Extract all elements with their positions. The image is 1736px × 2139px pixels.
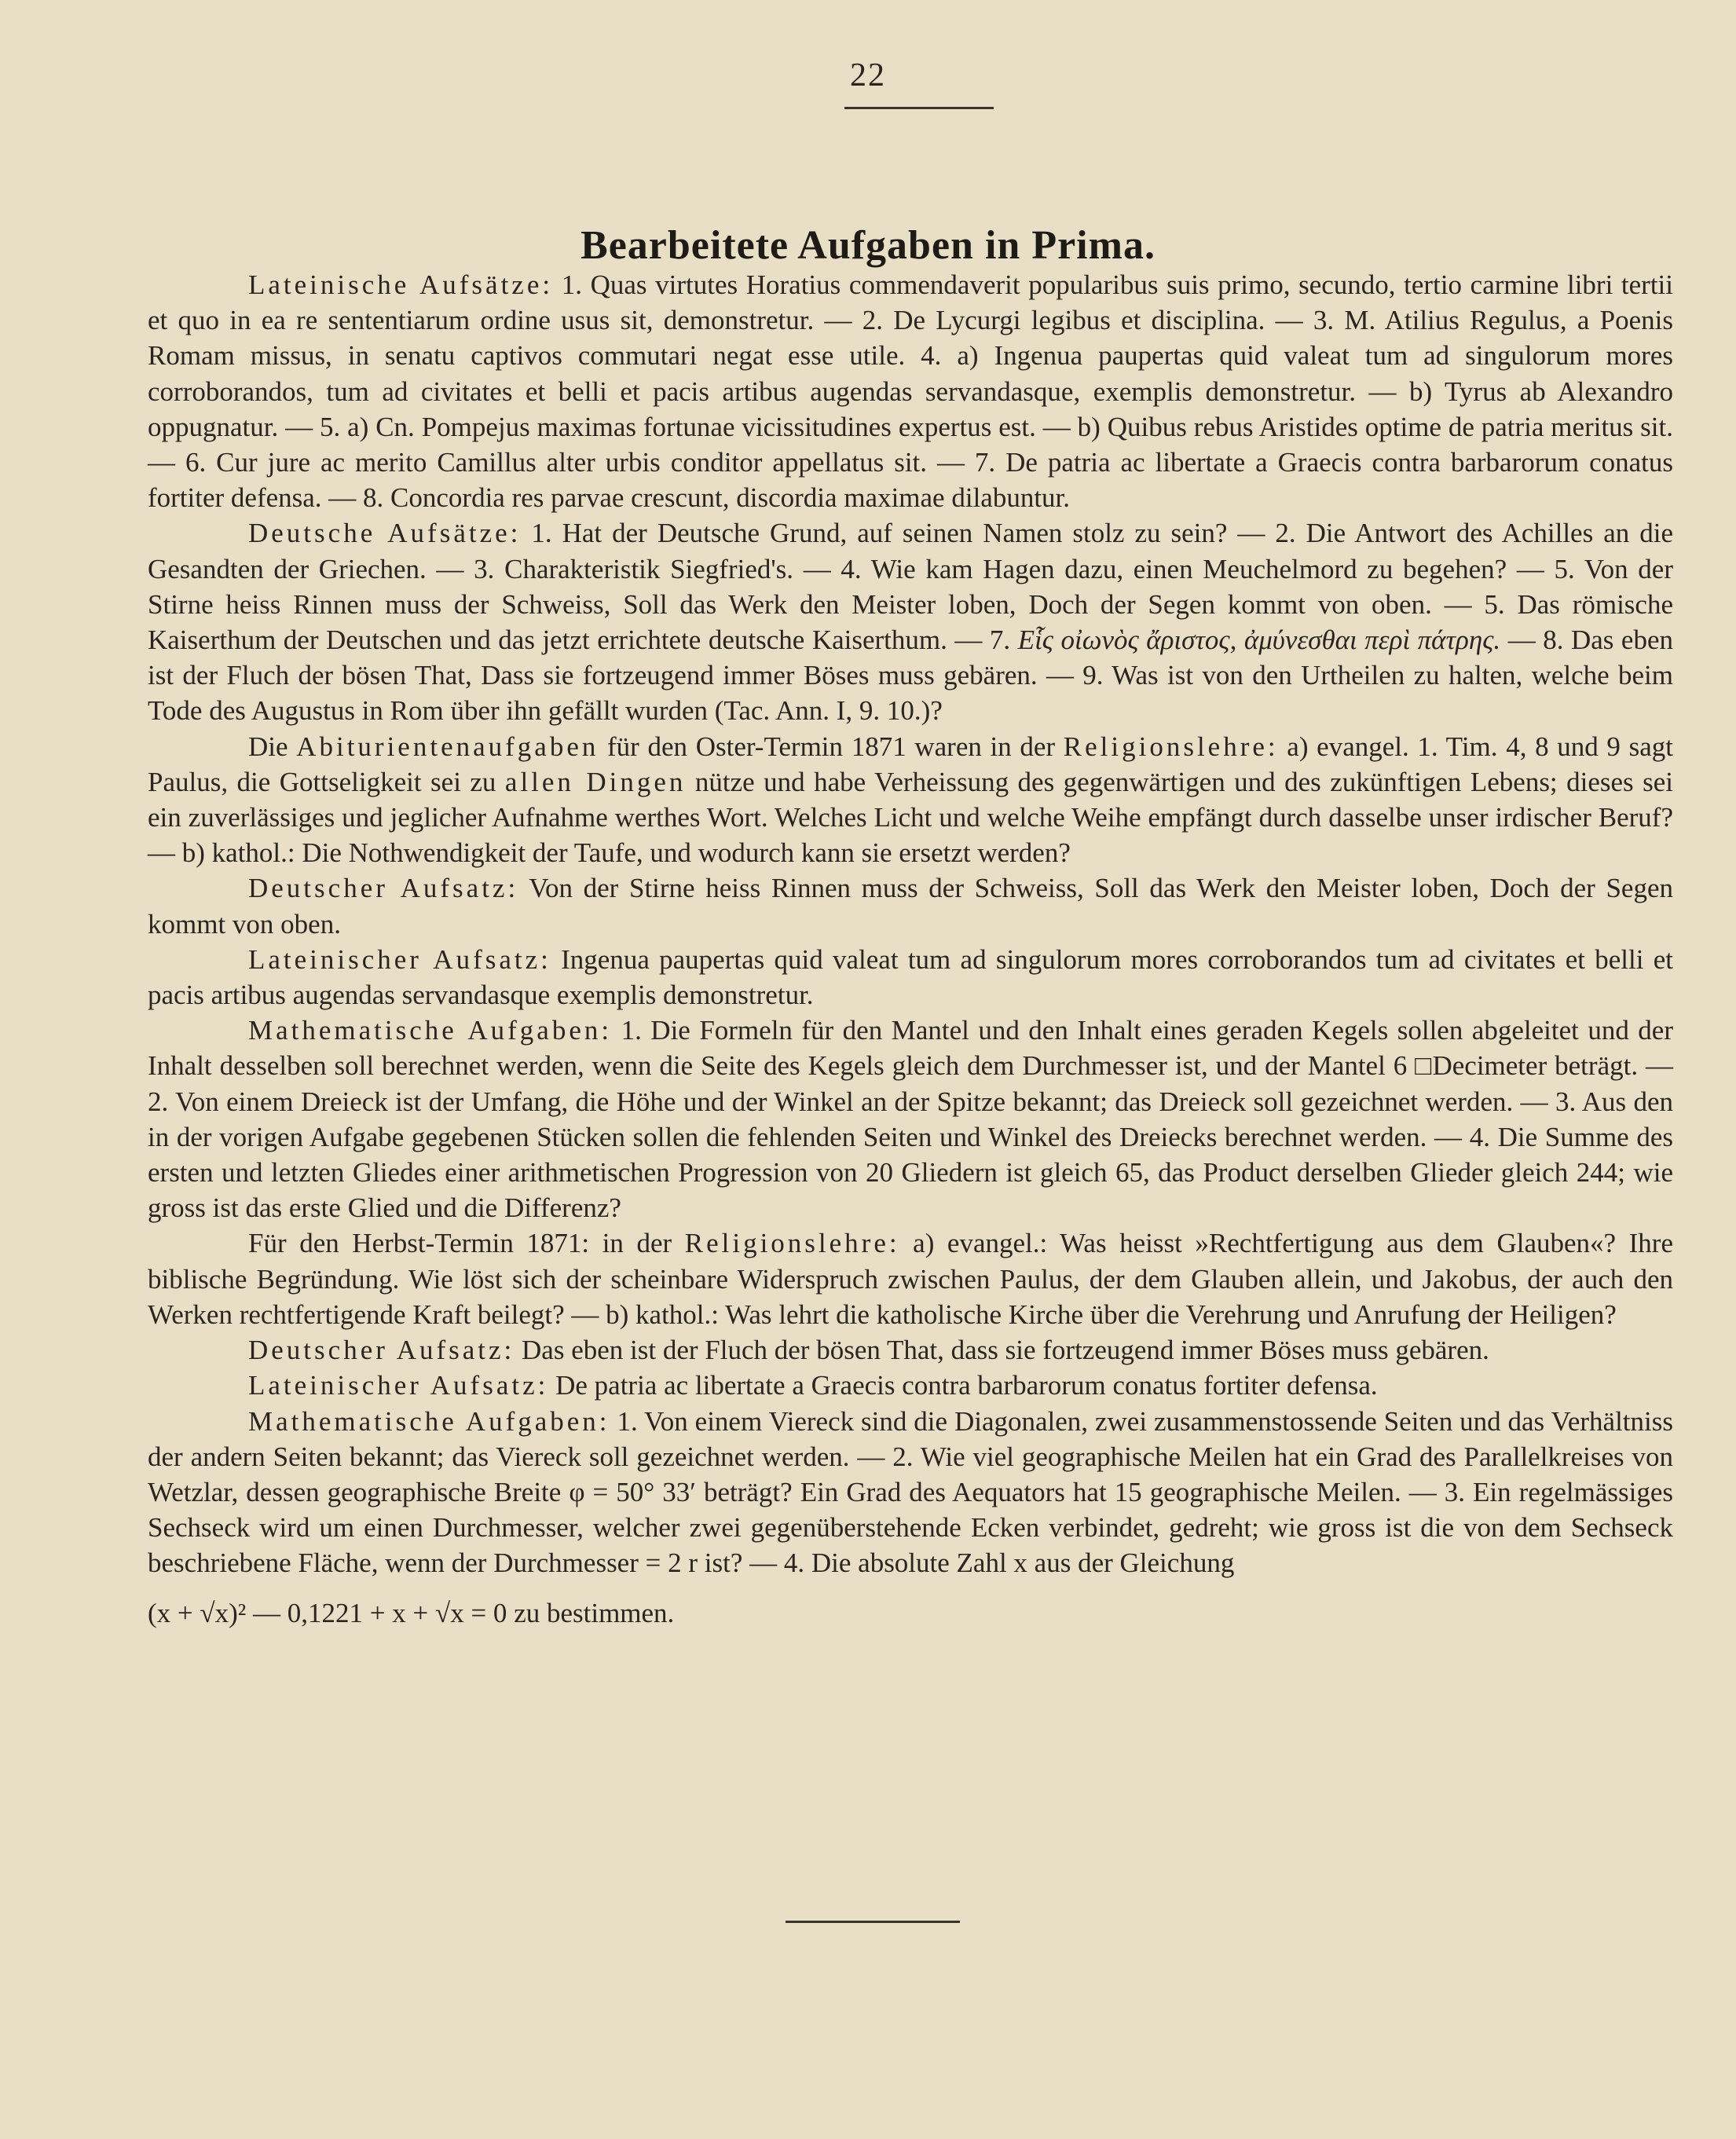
formula-line (148, 1595, 1673, 1631)
section-heading: Religionslehre: (684, 1228, 900, 1259)
section-heading: Abiturientenaufgaben (296, 731, 599, 762)
paragraph-math-autumn (148, 1404, 1673, 1581)
math-formula: (x + √x)² — 0,1221 + x + √x = 0 (148, 1597, 507, 1628)
section-heading: Lateinische Aufsätze: (248, 269, 554, 300)
section-heading: Deutscher Aufsatz: (248, 1335, 515, 1366)
paragraph-text: zu bestimmen. (507, 1597, 675, 1628)
section-heading: Mathematische Aufgaben: (248, 1015, 613, 1046)
paragraph-text: De patria ac libertate a Graecis contra barbarorum conatus fortiter defensa. (548, 1370, 1378, 1401)
paragraph-text: Für den Herbst-Termin 1871: in der (248, 1228, 685, 1259)
page-number: 22 (850, 57, 886, 93)
section-heading: Lateinischer Aufsatz: (248, 1370, 549, 1401)
paragraph-german-essays (148, 515, 1673, 728)
paragraph-text: Das eben ist der Fluch der bösen That, dass sie fortzeugend immer Böses muss gebären. (515, 1335, 1489, 1366)
paragraph-text: 1. Von einem Viereck sind die Diagonalen, zwei zusammenstossende Seiten und das Verhältniss der andern Seiten bekannt; das Viereck soll gezeichnet werden. — 2. Wie viel geographische Meilen hat ein Grad des Parallelkreises von Wetzlar, dessen geographische Breite φ = 50° 33′ beträgt? Ein Grad des Aequators hat 15 geographische Meilen. — 3. Ein regelmässiges Sechseck wird um einen Durchmesser, welcher zwei gegenüberstehende Ecken verbindet, gedreht; wie gross ist die von dem Sechseck beschriebene Fläche, wenn der Durchmesser = 2 r ist? — 4. Die absolute Zahl x aus der Gleichung (148, 1405, 1674, 1579)
end-rule (786, 1921, 960, 1923)
paragraph-latin-essay-easter (148, 942, 1673, 1013)
paragraph-text: Ingenua paupertas quid valeat tum ad singulorum mores corroborandos tum ad civitates et belli et pacis artibus augendas servandasque exemplis demonstretur. (148, 943, 1673, 1011)
paragraph-text: — 8. Das eben ist der Fluch der bösen That, Dass sie fortzeugend immer Böses muss gebären. — 9. Was ist von den Urtheilen zu halten, welche beim Tode des Augustus in Rom über ihn gefällt wurden (Tac. Ann. I, 9. 10.)? (148, 624, 1673, 727)
page-body (148, 267, 1673, 1631)
spaced-emphasis: allen Dingen (504, 766, 687, 797)
section-heading: Religionslehre: (1063, 731, 1279, 762)
paragraph-autumn-exam (148, 1225, 1673, 1332)
greek-quotation: Εἷς οἰωνὸς ἄριστος, ἀμύνεσθαι περὶ πάτρης. (1017, 624, 1501, 656)
paragraph-text: a) evangel. 1. Tim. 4, 8 und 9 sagt Paulus, die Gottseligkeit sei zu (148, 731, 1673, 797)
paragraph-latin-essays (148, 267, 1673, 515)
page-number-rule (844, 107, 994, 109)
section-heading: Lateinischer Aufsatz: (248, 943, 551, 975)
paragraph-latin-essay-autumn (148, 1368, 1673, 1403)
paragraph-text: Von der Stirne heiss Rinnen muss der Schweiss, Soll das Werk den Meister loben, Doch der Segen kommt von oben. (148, 873, 1673, 939)
paragraph-text: 1. Quas virtutes Horatius commendaverit popularibus suis primo, secundo, tertio carmine libri tertii et quo in ea re sententiarum ordine usus sit, demonstretur. — 2. De Lycurgi legibus et disciplina. — 3. M. Atilius Regulus, a Poenis Romam missus, in senatu captivos commutari negat esse utile. 4. a) Ingenua paupertas quid valeat tum ad singulorum mores corroborandos, tum ad civitates et belli et pacis artibus augendas servandasque, exemplis demonstretur. — b) Tyrus ab Alexandro oppugnatur. — 5. a) Cn. Pompejus maximas fortunae vicissitudines expertus est. — b) Quibus rebus Aristides optime de patria meritus sit. — 6. Cur jure ac merito Camillus alter urbis conditor appellatus sit. — 7. De patria ac libertate a Graecis contra barbarorum conatus fortiter defensa. — 8. Concordia res parvae crescunt, discordia maximae dilabuntur. (148, 269, 1674, 514)
paragraph-german-essay-autumn (148, 1332, 1673, 1368)
paragraph-easter-exam (148, 729, 1673, 871)
section-heading: Deutscher Aufsatz: (248, 873, 519, 904)
paragraph-text: nütze und habe Verheissung des gegenwärtigen und des zukünftigen Lebens; dieses sei ein zuverlässiges und jeglicher Aufnahme werthes Wort. Welches Licht und welche Weihe empfängt durch dasselbe unser irdischer Beruf? — b) kathol.: Die Nothwendigkeit der Taufe, und wodurch kann sie ersetzt werden? (148, 766, 1673, 869)
paragraph-text: für den Oster-Termin 1871 waren in der (599, 731, 1064, 762)
paragraph-text: a) evangel.: Was heisst »Rechtfertigung aus dem Glauben«? Ihre biblische Begründung. Wie löst sich der scheinbare Widerspruch zwischen Paulus, der dem Glauben allein, und Jakobus, der auch den Werken rechtfertigende Kraft beilegt? — b) kathol.: Was lehrt die katholische Kirche über die Verehrung und Anrufung der Heiligen? (148, 1228, 1673, 1330)
page-title: Bearbeitete Aufgaben in Prima. (580, 222, 1156, 268)
section-heading: Mathematische Aufgaben: (248, 1405, 610, 1437)
paragraph-text: Die (248, 731, 297, 762)
paragraph-text: 1. Die Formeln für den Mantel und den Inhalt eines geraden Kegels sollen abgeleitet und der Inhalt desselben soll berechnet werden, wenn die Seite des Kegels gleich dem Durchmesser ist, und der Mantel 6 □Decimeter beträgt. — 2. Von einem Dreieck ist der Umfang, die Höhe und der Winkel an der Spitze bekannt; das Dreieck soll gezeichnet werden. — 3. Aus den in der vorigen Aufgabe gegebenen Stücken sollen die fehlenden Seiten und Winkel des Dreiecks berechnet werden. — 4. Die Summe des ersten und letzten Gliedes einer arithmetischen Progression von 20 Gliedern ist gleich 65, das Product derselben Glieder gleich 244; wie gross ist das erste Glied und die Differenz? (148, 1015, 1673, 1224)
paragraph-german-essay-easter (148, 870, 1673, 941)
paragraph-math-easter (148, 1013, 1673, 1225)
paragraph-text: 1. Hat der Deutsche Grund, auf seinen Namen stolz zu sein? — 2. Die Antwort des Achilles an die Gesandten der Griechen. — 3. Charakteristik Siegfried's. — 4. Wie kam Hagen dazu, einen Meuchelmord zu begehen? — 5. Von der Stirne heiss Rinnen muss der Schweiss, Soll das Werk den Meister loben, Doch der Segen kommt von oben. — 5. Das römische Kaiserthum der Deutschen und das jetzt errichtete deutsche Kaiserthum. — 7. (148, 518, 1673, 656)
section-heading: Deutsche Aufsätze: (248, 518, 522, 549)
